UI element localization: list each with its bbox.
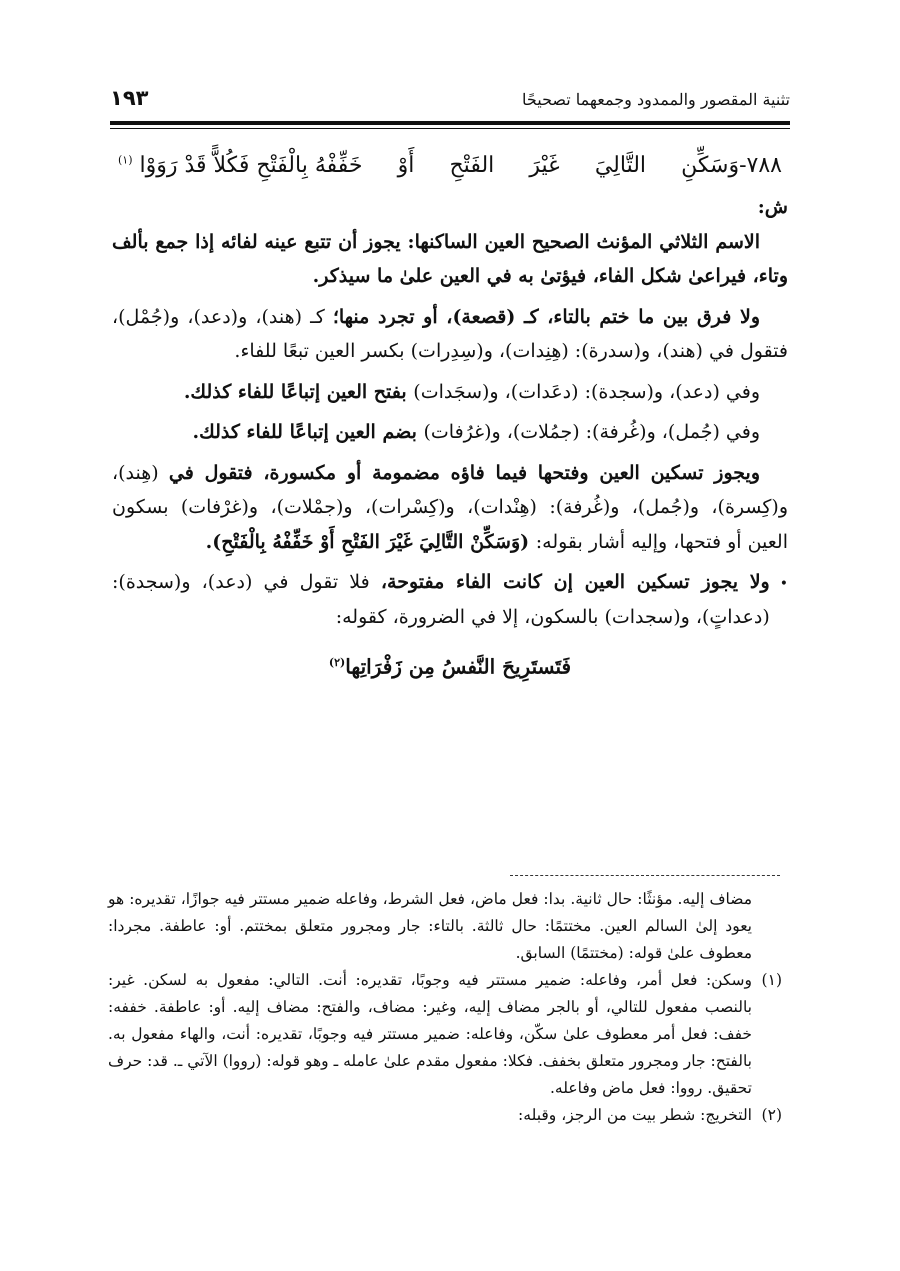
bullet-paragraph [112,565,788,640]
footnote-2 [108,1102,782,1129]
footnote-1 [108,967,782,1102]
footnote-divider [510,875,780,876]
quoted-verse-text: فَتَستَرِيحَ النَّفسُ مِن زَفْرَاتِها [345,654,572,679]
footnote-ref-1: (١) [118,153,133,167]
quoted-verse [112,646,788,684]
paragraph-2 [112,300,788,369]
paragraph-3-bold: بفتح العين إتباعًا للفاء كذلك. [183,380,414,403]
paragraph-5-bold: ويجوز تسكين العين وفتحها فيما فاؤه مضمومة أو مكسورة، فتقول في [168,461,760,484]
paragraph-2-text: كـ (هند)، و(دعد)، و(جُمْل)، فتقول في (هند)، و(سدرة): (هِنِدات)، و(سِدِرات) بكسر العين تبعًا للفاء. [112,305,788,362]
header-rule-thin [110,128,790,129]
footnote-2-number: (٢) [761,1106,782,1124]
paragraph-5 [112,456,788,560]
paragraph-2-bold: ولا فرق بين ما ختم بالتاء، كـ (قصعة)، أو تجرد منها؛ [332,305,760,328]
sharh-label: ش: [757,196,788,218]
header-rule-thick [110,121,790,125]
paragraph-4 [112,415,788,450]
running-title: تثنية المقصور والممدود وجمعهما تصحيحًا [522,90,790,109]
paragraph-3 [112,375,788,410]
paragraph-4-bold: بضم العين إتباعًا للفاء كذلك. [192,421,424,443]
paragraph-5-quote: (وَسَكِّنْ التَّالِيَ غَيْرَ الفَتْحِ أَوْ خَفِّفْهُ بِالْفَتْحِ). [205,530,536,553]
verse-segment-last [118,153,362,178]
main-text [112,190,788,690]
verse-segment: ٧٨٨-وَسَكِّنِ [681,152,782,178]
footnote-1-text: وسكن: فعل أمر، وفاعله: ضمير مستتر فيه وجوبًا، تقديره: أنت. التالي: مفعول به لسكن. غير: بالنصب مفعول للتالي، أو بالجر مضاف إليه، وغير: مضاف، والفتح: مضاف إليه. أو: عاطفة. خففه: خفف: فعل أمر معطوف علىٰ سكّن، وفاعله: ضمير مستتر فيه وجوبًا، تقديره: أنت، والهاء مفعول به. بالفتح: جار ومجرور متعلق بخفف. فكلا: مفعول مقدم علىٰ عامله ـ وهو قوله: (رووا) الآتي ـ. قد: حرف تحقيق. رووا: فعل ماض وفاعله. [108,971,752,1097]
paragraph-6-bold: ولا يجوز تسكين العين إن كانت الفاء مفتوحة، [380,571,770,593]
alfiyya-verse [118,145,782,185]
verse-segment: غَيْرَ [529,152,560,178]
bullet-icon: • [779,576,788,592]
footnote-continuation: مضاف إليه. مؤنثًا: حال ثانية. بدا: فعل ماض، فعل الشرط، وفاعله ضمير مستتر فيه جوازًا، تقديره: هو يعود إلىٰ السالم العين. مختتمًا: حال ثالثة. بالتاء: جار ومجرور متعلق بمختتم. أو: عاطفة. مجردا: معطوف علىٰ قوله: (مختتمًا) السابق. [108,890,752,962]
footnote-1-number: (١) [761,971,782,989]
footnote-2-text: التخريج: شطر بيت من الرجز، وقبله: [518,1106,752,1124]
paragraph-6-text: فلا تقول في (دعد)، و(سجدة): (دعداتٍ)، و(سجدات) بالسكون، إلا في الضرورة، كقوله: [112,571,770,628]
paragraph-5-text: (هِند)، و(كِسرة)، و(جُمل)، و(غُرفة): (هِنْدات)، و(كِسْرات)، و(جمْلات)، و(غرْفات) بسكون العين أو فتحها، وإليه أشار بقوله: [112,461,788,553]
verse-segment: التَّالِيَ [594,152,647,178]
footnotes [108,886,782,1129]
footnote-ref-2: (٢) [328,656,346,669]
paragraph-3-text: وفي (دعد)، و(سجدة): (دعَدات)، و(سجَدات) [413,380,760,403]
verse-segment: أَوْ [397,152,415,178]
paragraph-4-text: وفي (جُمل)، و(غُرفة): (جمُلات)، و(غرُفات) [423,421,760,443]
paragraph-1: الاسم الثلاثي المؤنث الصحيح العين الساكنها: يجوز أن تتبع عينه لفائه إذا جمع بألف وتاء، فيراعىٰ شكل الفاء، فيؤتىٰ به في العين علىٰ ما سيذكر. [112,230,788,287]
page-header [110,86,790,116]
page-number: ١٩٣ [110,86,149,110]
paragraph-6 [112,565,770,634]
verse-segment: الفَتْحِ [449,152,495,178]
verse-segment: خَفِّفْهُ بِالْفَتْحِ فَكُلاًّ قَدْ رَوَوْا [139,152,363,178]
